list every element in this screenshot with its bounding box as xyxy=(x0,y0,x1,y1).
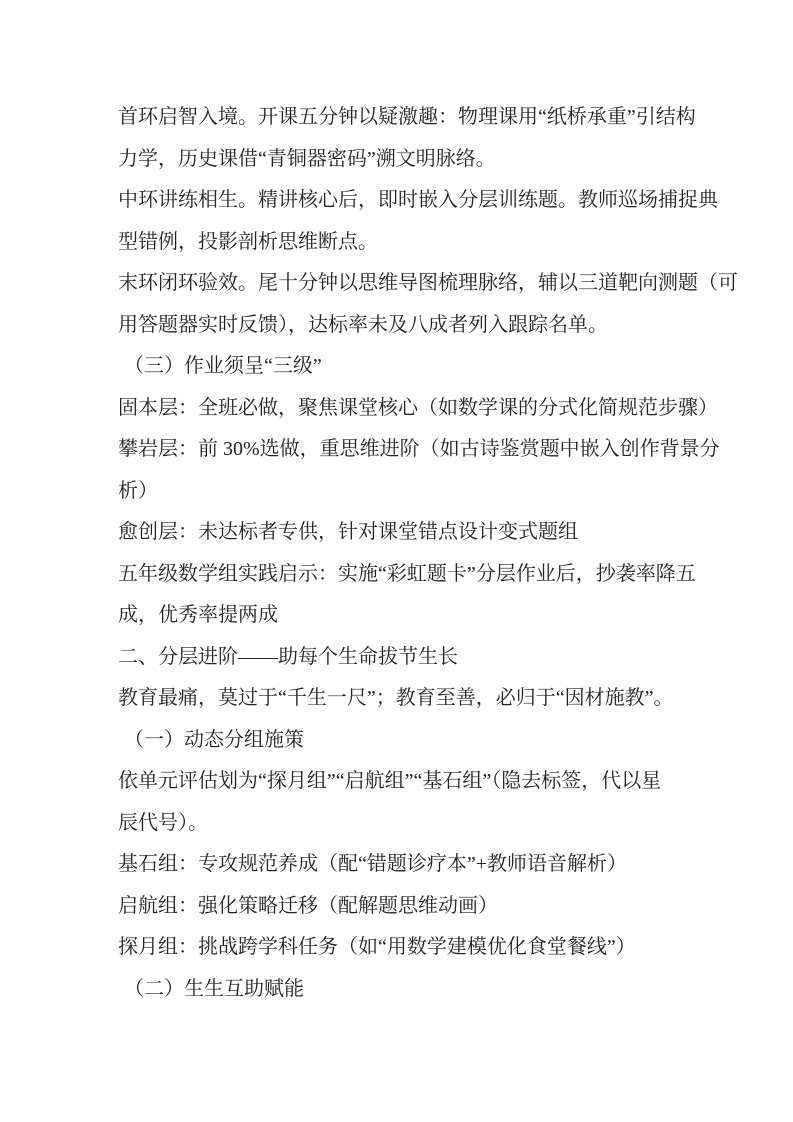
section-heading-line: （三）作业须呈“三级” xyxy=(124,355,322,377)
paragraph-line: 型错例，投影剖析思维断点。 xyxy=(118,230,378,253)
paragraph-line: 成，优秀率提两成 xyxy=(118,604,278,626)
section-heading-line: （二）生生互助赋能 xyxy=(124,977,304,1000)
paragraph-line: 辰代号）。 xyxy=(118,811,208,834)
paragraph-line: 首环启智入境。开课五分钟以疑激趣：物理课用“纸桥承重”引结构 xyxy=(118,106,696,128)
paragraph-line: 教育最痛，莫过于“千生一尺”；教育至善，必归于“因材施教”。 xyxy=(118,687,674,709)
paragraph-line: 固本层：全班必做，聚焦课堂核心（如数学课的分式化简规范步骤） xyxy=(118,396,718,419)
paragraph-line: 基石组：专攻规范养成（配“错题诊疗本”+教师语音解析） xyxy=(118,853,628,875)
paragraph-line: 中环讲练相生。精讲核心后，即时嵌入分层训练题。教师巡场捕捉典 xyxy=(118,189,718,211)
paragraph-line: 启航组：强化策略迁移（配解题思维动画） xyxy=(118,894,498,917)
paragraph-line: 末环闭环验效。尾十分钟以思维导图梳理脉络，辅以三道靶向测题（可 xyxy=(118,272,738,294)
section-heading-line: 二、分层进阶——助每个生命拔节生长 xyxy=(118,645,458,668)
paragraph-line: 探月组：挑战跨学科任务（如“用数学建模优化食堂餐线”） xyxy=(118,936,636,958)
paragraph-line: 析） xyxy=(118,479,158,502)
paragraph-line: 愈创层：未达标者专供，针对课堂错点设计变式题组 xyxy=(118,521,578,543)
paragraph-line: 五年级数学组实践启示：实施“彩虹题卡”分层作业后，抄袭率降五 xyxy=(118,562,696,585)
paragraph-line: 攀岩层：前 30%选做，重思维进阶（如古诗鉴赏题中嵌入创作背景分 xyxy=(118,438,720,460)
paragraph-line: 依单元评估划为“探月组”“启航组”“基石组”（隐去标签，代以星 xyxy=(118,770,662,792)
paragraph-line: 用答题器实时反馈），达标率未及八成者列入跟踪名单。 xyxy=(118,313,608,336)
section-heading-line: （一）动态分组施策 xyxy=(124,728,304,751)
paragraph-line: 力学，历史课借“青铜器密码”溯文明脉络。 xyxy=(118,147,496,170)
document-text-block xyxy=(118,97,738,1010)
